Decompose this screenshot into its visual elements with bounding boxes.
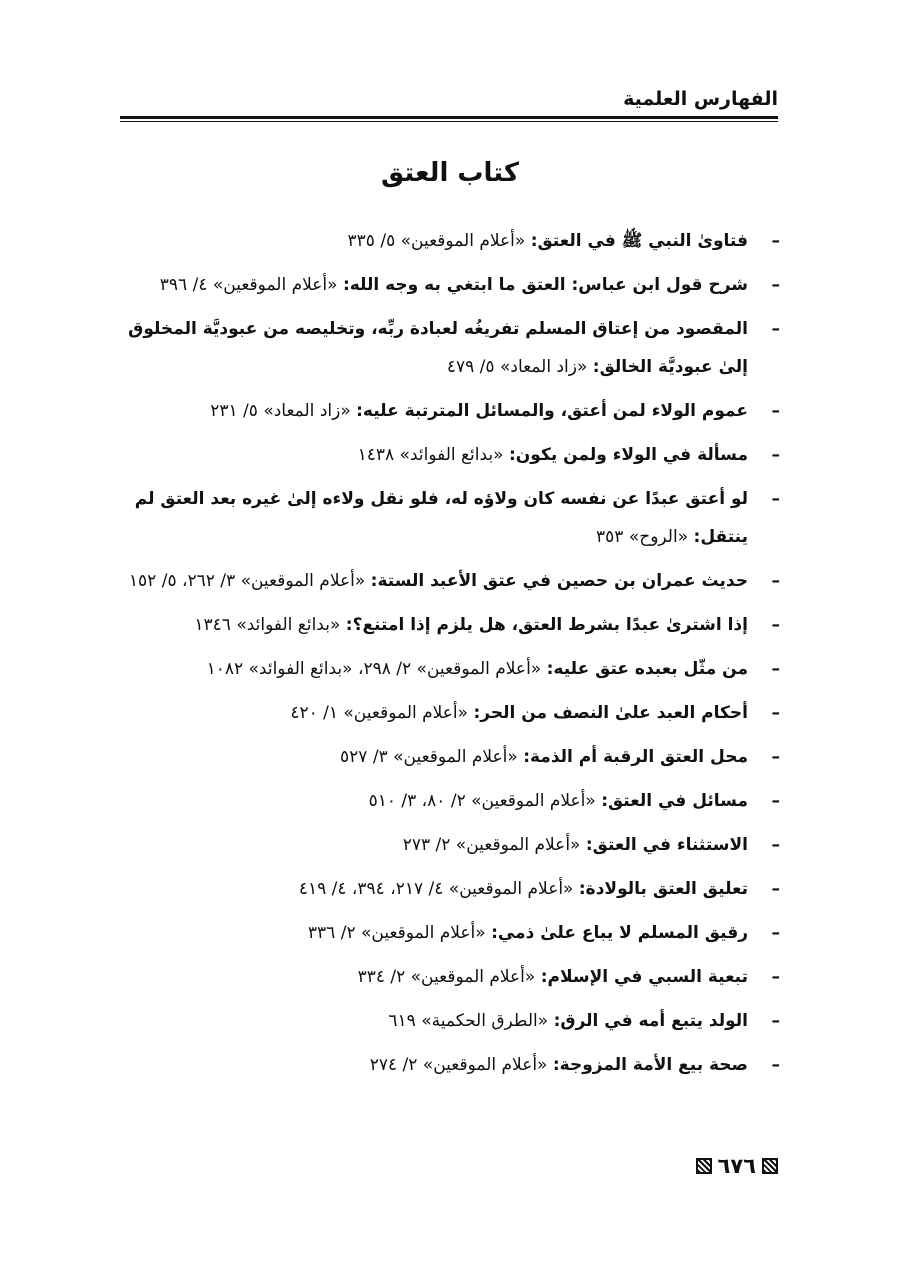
ornament-left-icon: [696, 1158, 712, 1174]
index-entry: [118, 1002, 780, 1040]
entry-source: «أعلام الموقعين» ٢/ ٣٣٦: [307, 923, 486, 943]
index-entry: [118, 826, 780, 864]
page-footer: [696, 1154, 778, 1178]
index-entry: [118, 1046, 780, 1084]
entry-dash: –: [771, 703, 780, 723]
entry-dash: –: [771, 615, 780, 635]
index-entry: [118, 222, 780, 260]
page-header: [120, 88, 778, 128]
entry-source: «الروح» ٣٥٣: [596, 527, 689, 547]
entry-dash: –: [771, 967, 780, 987]
index-entry: [118, 562, 780, 600]
entry-dash: –: [771, 445, 780, 465]
entry-topic: الولد يتبع أمه في الرق:: [553, 1011, 748, 1031]
entry-dash: –: [771, 879, 780, 899]
index-entry: [118, 870, 780, 908]
entry-topic: شرح قول ابن عباس: العتق ما ابتغي به وجه الله:: [342, 275, 748, 295]
entry-topic: حديث عمران بن حصين في عتق الأعبد الستة:: [370, 571, 748, 591]
entry-topic: مسألة في الولاء ولمن يكون:: [508, 445, 748, 465]
entry-source: «زاد المعاد» ٥/ ٤٧٩: [446, 357, 588, 377]
entry-topic: عموم الولاء لمن أعتق، والمسائل المترتبة عليه:: [356, 401, 748, 421]
entry-dash: –: [771, 275, 780, 295]
entry-topic: فتاوىٰ النبي ﷺ في العتق:: [530, 231, 748, 251]
index-entry: [118, 694, 780, 732]
entry-source: «أعلام الموقعين» ٣/ ٥٢٧: [340, 747, 518, 767]
entry-topic: الاستثناء في العتق:: [585, 835, 748, 855]
index-entry: [118, 606, 780, 644]
chapter-title: كتاب العتق: [380, 158, 520, 188]
index-entry: [118, 650, 780, 688]
entry-topic: المقصود من إعتاق المسلم تفريغُه لعبادة ربِّه، وتخليصه من عبوديَّة المخلوق إلىٰ عبوديَّة الخالق:: [128, 319, 748, 377]
entry-source: «أعلام الموقعين» ٢/ ٨٠، ٣/ ٥١٠: [368, 791, 596, 811]
entry-dash: –: [771, 1055, 780, 1075]
index-entry: [118, 266, 780, 304]
index-entry: [118, 738, 780, 776]
index-entry: [118, 914, 780, 952]
entry-dash: –: [771, 319, 780, 339]
entry-dash: –: [771, 571, 780, 591]
entry-source: «أعلام الموقعين» ٥/ ٣٣٥: [347, 231, 526, 251]
index-entry: [118, 310, 780, 386]
running-title: الفهارس العلمية: [623, 88, 778, 110]
entry-topic: أحكام العبد علىٰ النصف من الحر:: [473, 703, 748, 723]
entry-dash: –: [771, 401, 780, 421]
entry-source: «بدائع الفوائد» ١٤٣٨: [357, 445, 504, 465]
entry-dash: –: [771, 659, 780, 679]
entry-source: «بدائع الفوائد» ١٣٤٦: [194, 615, 341, 635]
entry-dash: –: [771, 791, 780, 811]
entry-dash: –: [771, 747, 780, 767]
entry-topic: مسائل في العتق:: [601, 791, 748, 811]
index-entry: [118, 392, 780, 430]
index-entry: [118, 958, 780, 996]
header-rule-thin: [120, 121, 778, 122]
index-entries-list: [118, 222, 780, 1090]
header-rule-thick: [120, 116, 778, 119]
entry-dash: –: [771, 489, 780, 509]
entry-dash: –: [771, 1011, 780, 1031]
entry-topic: تبعية السبي في الإسلام:: [540, 967, 748, 987]
entry-source: «الطرق الحكمية» ٦١٩: [388, 1011, 549, 1031]
entry-source: «أعلام الموقعين» ٤/ ٣٩٦: [159, 275, 338, 295]
entry-source: «زاد المعاد» ٥/ ٢٣١: [210, 401, 351, 421]
entry-dash: –: [771, 835, 780, 855]
entry-topic: من مثّل بعبده عتق عليه:: [546, 659, 748, 679]
entry-source: «أعلام الموقعين» ٢/ ٢٩٨، «بدائع الفوائد» ١٠٨٢: [206, 659, 542, 679]
index-entry: [118, 782, 780, 820]
entry-source: «أعلام الموقعين» ٢/ ٣٣٤: [357, 967, 536, 987]
index-entry: [118, 480, 780, 556]
entry-source: «أعلام الموقعين» ٣/ ٢٦٢، ٥/ ١٥٢: [128, 571, 366, 591]
entry-topic: لو أعتق عبدًا عن نفسه كان ولاؤه له، فلو نقل ولاءه إلىٰ غيره بعد العتق لم ينتقل:: [134, 489, 748, 547]
entry-topic: محل العتق الرقبة أم الذمة:: [523, 747, 748, 767]
entry-topic: رقيق المسلم لا يباع علىٰ ذمي:: [491, 923, 748, 943]
entry-topic: تعليق العتق بالولادة:: [578, 879, 748, 899]
entry-topic: إذا اشترىٰ عبدًا بشرط العتق، هل يلزم إذا امتنع؟:: [345, 615, 748, 635]
index-entry: [118, 436, 780, 474]
entry-topic: صحة بيع الأمة المزوجة:: [552, 1055, 748, 1075]
page-number: ٦٧٦: [717, 1154, 756, 1178]
ornament-right-icon: [762, 1158, 778, 1174]
entry-source: «أعلام الموقعين» ٢/ ٢٧٤: [369, 1055, 548, 1075]
entry-dash: –: [771, 923, 780, 943]
entry-source: «أعلام الموقعين» ١/ ٤٢٠: [290, 703, 469, 723]
entry-dash: –: [771, 231, 780, 251]
entry-source: «أعلام الموقعين» ٤/ ٢١٧، ٣٩٤، ٤/ ٤١٩: [298, 879, 574, 899]
entry-source: «أعلام الموقعين» ٢/ ٢٧٣: [402, 835, 581, 855]
